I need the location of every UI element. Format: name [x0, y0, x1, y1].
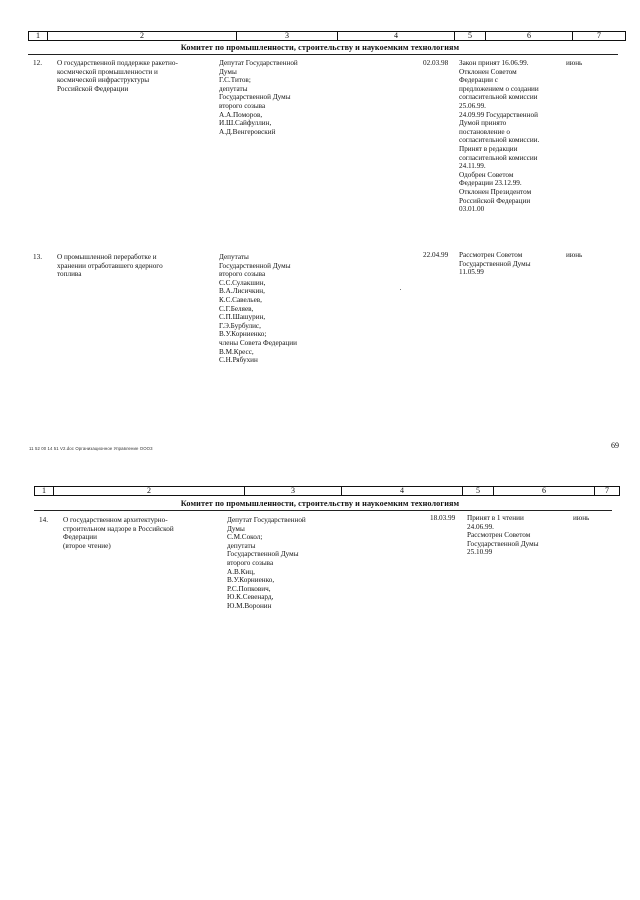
column-header-5: 5 — [463, 487, 494, 496]
committee-underline — [28, 54, 618, 55]
committee-underline — [34, 510, 612, 511]
bill-authors: Депутат Государственной Думы С.М.Сокол; депутаты Государственной Думы второго созыва А.В.Киц, В.У.Корниенко, Р.С.Попкович, Ю.К.Севенард, Ю.М.Воронин — [227, 516, 306, 610]
column-header-4: 4 — [342, 487, 463, 496]
bill-title: О государственной поддержке ракетно- космической промышленности и космической инфраструктуры Российской Федерации — [57, 59, 178, 93]
planned-month: июнь — [573, 514, 590, 522]
planned-month: июнь — [566, 59, 583, 67]
column-header-3: 3 — [245, 487, 342, 496]
submission-date: 22.04.99 — [423, 251, 449, 259]
row-number: 12. — [33, 59, 42, 67]
row-number: 13. — [33, 253, 42, 261]
column-header-3: 3 — [237, 32, 338, 41]
submission-date: 02.03.98 — [423, 59, 449, 67]
column-header-7: 7 — [595, 487, 620, 496]
column-header-6: 6 — [494, 487, 595, 496]
committee-heading: Комитет по промышленности, строительству и наукоемким технологиям — [180, 499, 460, 508]
bill-status: Закон принят 16.06.99. Отклонен Советом Федерации с предложением о создании согласительной комиссии 25.06.99. 24.09.99 Государственной Думой принято постановление о согласительной комиссии. Принят в редакции согласительной комиссии 24.11.99. Одобрен Советом Федерации 23.12.99. Отклонен Президентом Российской Федерации 03.01.00 — [459, 59, 540, 214]
bill-authors: Депутаты Государственной Думы второго созыва С.С.Сулакшин, В.А.Лисичкин, К.С.Савельев, С.Г.Беляев, С.П.Шашурин, Г.Э.Бурбулис, В.У.Корниенко; члены Совета Федерации В.М.Кресс, С.Н.Рябухин — [219, 253, 297, 365]
row-number: 14. — [39, 516, 48, 524]
committee-heading: Комитет по промышленности, строительству и наукоемким технологиям — [180, 43, 460, 52]
scan-speck — [400, 289, 401, 290]
column-header-table — [34, 486, 620, 496]
planned-month: июнь — [566, 251, 583, 259]
column-header-table — [28, 31, 626, 41]
bill-title: О промышленной переработке и хранении отработавшего ядерного топлива — [57, 253, 163, 279]
submission-date: 18.03.99 — [430, 514, 456, 522]
document-footer: 11 52 00 14 51 V2.doc Организационное Управление ООО3 — [29, 446, 153, 451]
column-header-2: 2 — [48, 32, 237, 41]
column-header-6: 6 — [486, 32, 573, 41]
column-header-7: 7 — [573, 32, 626, 41]
bill-status: Рассмотрен Советом Государственной Думы 11.05.99 — [459, 251, 531, 277]
column-header-1: 1 — [35, 487, 54, 496]
column-header-2: 2 — [54, 487, 245, 496]
column-header-5: 5 — [455, 32, 486, 41]
bill-status: Принят в 1 чтении 24.06.99. Рассмотрен Советом Государственной Думы 25.10.99 — [467, 514, 539, 557]
column-header-4: 4 — [338, 32, 455, 41]
bill-title: О государственном архитектурно- строительном надзоре в Российской Федерации (второе чтение) — [63, 516, 174, 550]
bill-authors: Депутат Государственной Думы Г.С.Титов; депутаты Государственной Думы второго созыва А.А.Поморов, И.Ш.Сайфуллин, А.Д.Венгеровский — [219, 59, 298, 136]
page-number: 69 — [611, 441, 619, 450]
column-header-1: 1 — [29, 32, 48, 41]
